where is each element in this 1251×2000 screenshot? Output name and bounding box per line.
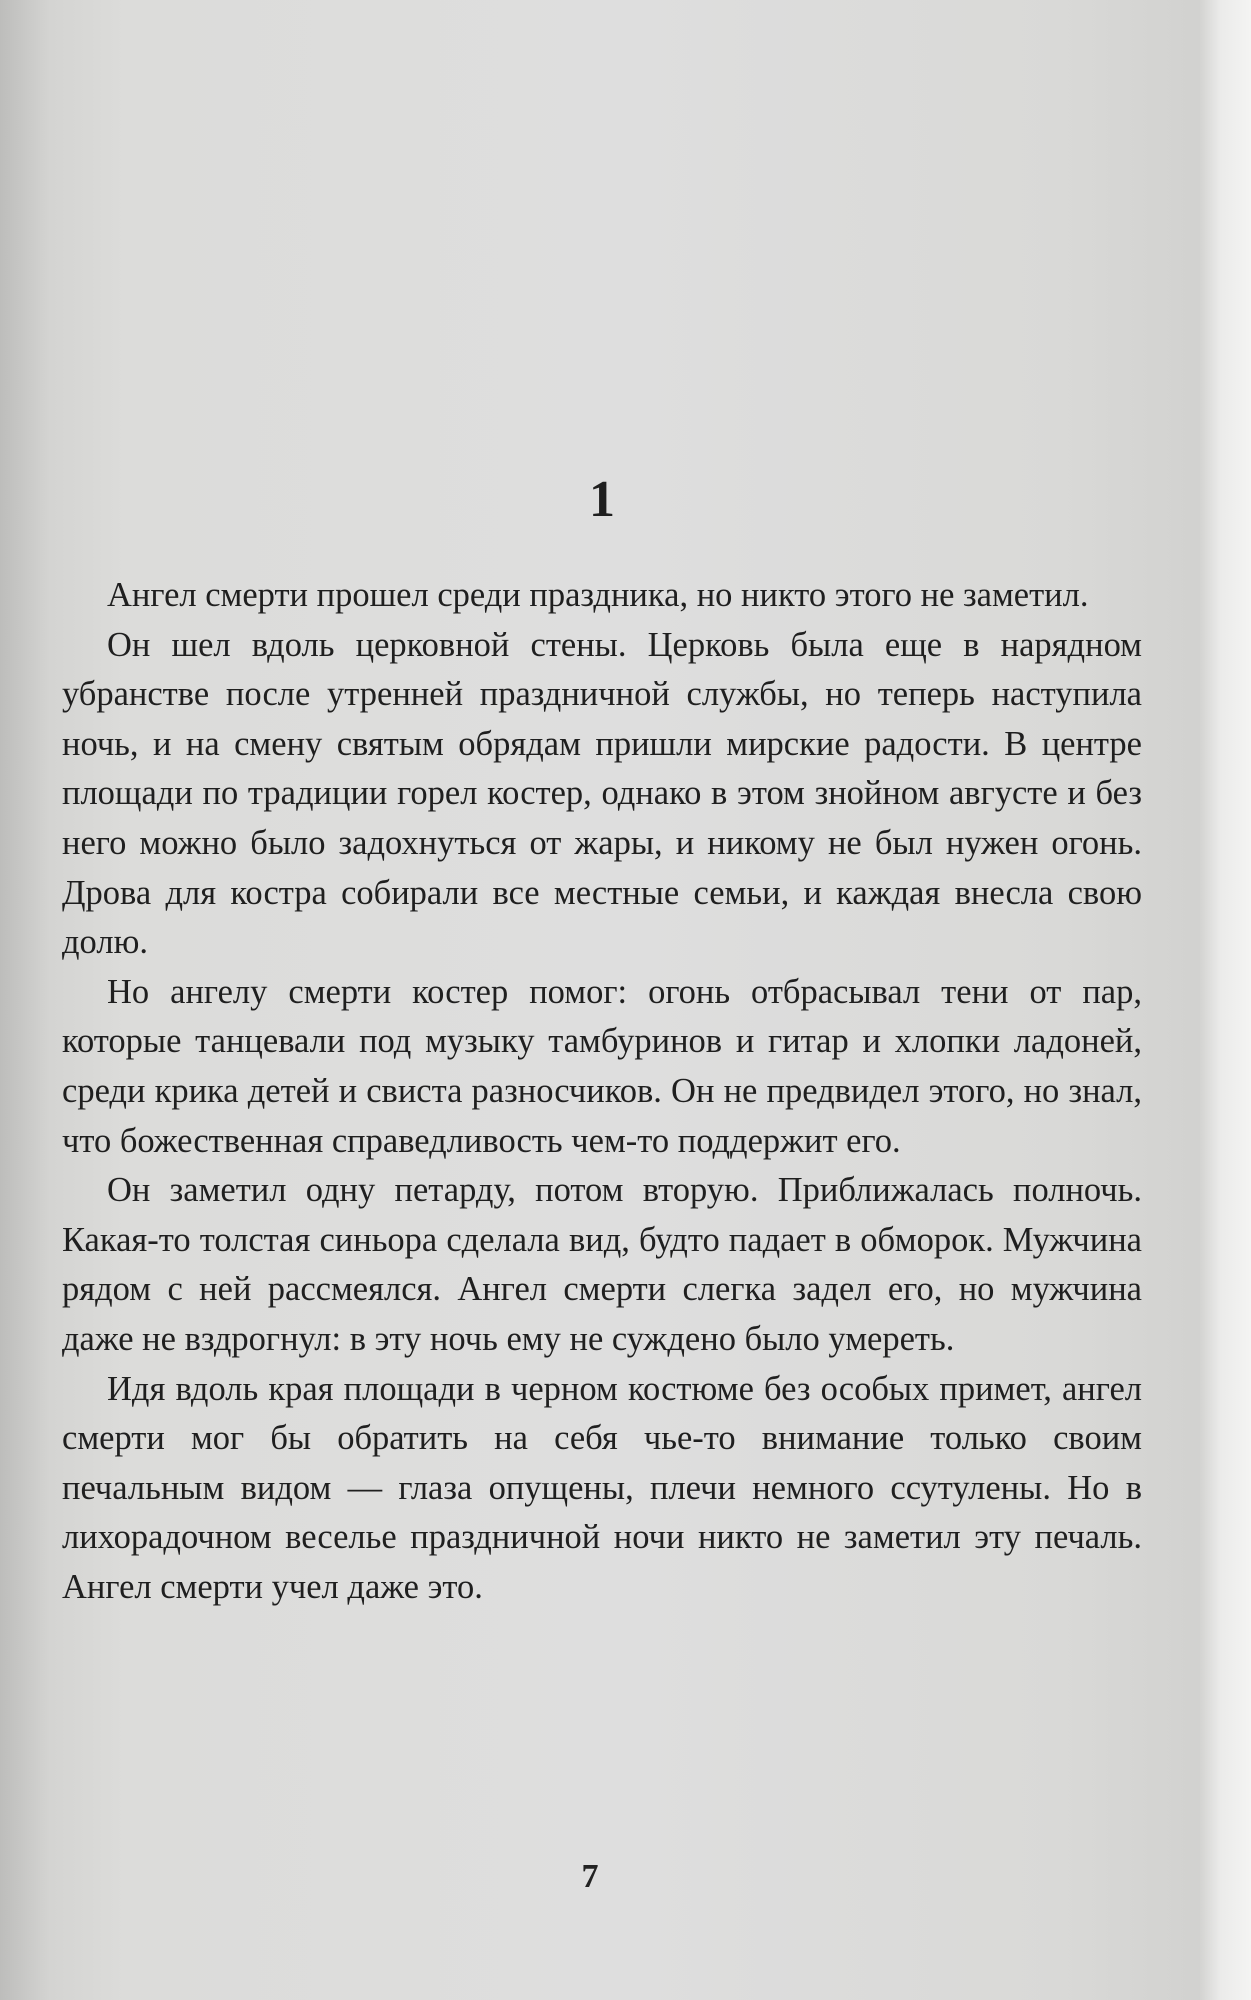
- page-number: 7: [581, 1858, 599, 1895]
- chapter-number: 1: [589, 471, 615, 528]
- paragraph: Он заметил одну петарду, потом вторую. Приближалась полночь. Какая-то толстая синьора сделала вид, будто падает в обморок. Мужчина рядом с ней рассмеялся. Ангел смерти слегка задел его, но мужчина даже не вздрогнул: в эту ночь ему не суждено было умереть.: [62, 1171, 1142, 1358]
- page-edge: [1200, 0, 1251, 2000]
- paragraph: Он шел вдоль церковной стены. Церковь была еще в нарядном убранстве после утренней праздничной службы, но теперь наступила ночь, и на смену святым обрядам пришли мирские радости. В центре площади по традиции горел костер, однако в этом знойном августе и без него можно было задохнуться от жары, и никому не был нужен огонь. Дрова для костра собирали все местные семьи, и каждая внесла свою долю.: [62, 625, 1142, 962]
- paragraph: Ангел смерти прошел среди праздника, но никто этого не заметил.: [107, 576, 1089, 614]
- paragraph: Идя вдоль края площади в черном костюме без особых примет, ангел смерти мог бы обратить на себя чье-то внимание только своим печальным видом — глаза опущены, плечи немного ссутулены. Но в лихорадочном веселье праздничной ночи никто не заметил эту печаль. Ангел смерти учел даже это.: [62, 1369, 1142, 1606]
- page-body: [62, 470, 1142, 1612]
- paragraph: Но ангелу смерти костер помог: огонь отбрасывал тени от пар, которые танцевали под музыку тамбуринов и гитар и хлопки ладоней, среди крика детей и свиста разносчиков. Он не предвидел этого, но знал, что божественная справедливость чем-то поддержит его.: [62, 972, 1142, 1160]
